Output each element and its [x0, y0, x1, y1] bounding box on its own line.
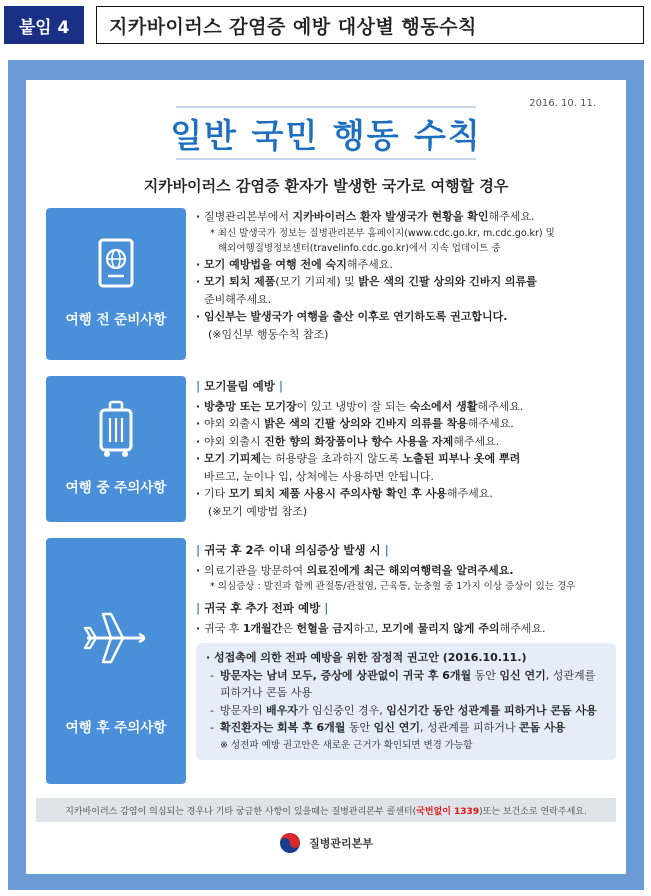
- list-item: - 방문자의 배우자가 임신중인 경우, 임신기간 동안 성관계를 피하거나 콘돔 사용: [206, 702, 606, 720]
- attachment-badge: 붙임 4: [4, 6, 84, 44]
- section-after-label: [46, 538, 186, 784]
- section-during-title: 여행 중 주의사항: [65, 480, 167, 496]
- list-item: · 모기 퇴치 제품(모기 기피제) 및 밝은 색의 긴팔 상의와 긴바지 의류를 준비해주세요.: [196, 273, 616, 308]
- note: * 의심증상 : 발진과 함께 관절통/관절염, 근육통, 눈충혈 중 1가지 이상 증상이 있는 경우: [210, 581, 576, 592]
- list-item: · 방충망 또는 모기장이 있고 냉방이 잘 되는 숙소에서 생활해주세요.: [196, 398, 616, 416]
- poster-frame: [8, 60, 644, 890]
- list-item: · 의료기관을 방문하여 의료진에게 최근 해외여행력을 알려주세요.: [196, 562, 616, 580]
- box-title: · 성접촉에 의한 전파 예방을 위한 잠정적 권고안 (2016.10.11.): [206, 649, 606, 667]
- section-before-label: [46, 208, 186, 360]
- section-heading: | 모기물림 예방 |: [196, 379, 284, 393]
- note: ※ 성전파 예방 권고안은 새로운 근거가 확인되면 변경 가능함: [220, 739, 473, 751]
- poster-title: 일반 국민 행동 수칙: [170, 116, 482, 155]
- page-header: [4, 6, 644, 44]
- contact-footer: 지카바이러스 감염이 의심되는 경우나 기타 궁금한 사항이 있을때는 질병관리본부 콜센터( 국번없이 1339 )또는 보건소로 연락주세요.: [36, 798, 616, 822]
- list-item: · 귀국 후 1개월간은 헌혈을 금지하고, 모기에 물리지 않게 주의해주세요.: [196, 620, 616, 638]
- poster-content: [26, 80, 626, 874]
- passport-icon: [97, 238, 135, 288]
- section-during-body: [196, 378, 616, 520]
- kcdc-logo-icon: [279, 832, 301, 854]
- section-before-title: 여행 전 준비사항: [65, 312, 167, 328]
- list-item: · 모기 기피제는 허용량을 초과하지 않도록 노출된 피부나 옷에 뿌려 바르고, 눈이나 입, 상처에는 사용하면 안됩니다.: [196, 450, 616, 485]
- list-item: · 기타 모기 퇴치 제품 사용시 주의사항 확인 후 사용해주세요. (※모기 예방법 참조): [196, 485, 616, 520]
- list-item: - 확진환자는 회복 후 6개월 동안 임신 연기, 성관계를 피하거나 콘돔 사용: [206, 719, 606, 737]
- recommendation-box: [196, 643, 616, 760]
- list-item: · 야외 외출시 밝은 색의 긴팔 상의와 긴바지 의류를 착용해주세요.: [196, 415, 616, 433]
- section-during-label: [46, 376, 186, 522]
- hotline-number: 국번없이 1339: [416, 806, 480, 817]
- section-before-body: [196, 208, 616, 343]
- section-after-title: 여행 후 주의사항: [65, 720, 167, 736]
- list-item: - 방문자는 남녀 모두, 증상에 상관없이 귀국 후 6개월 동안 임신 연기, 성관계를 피하거나 콘돔 사용: [206, 667, 606, 702]
- title-top-line: [176, 106, 476, 108]
- list-item: · 임신부는 발생국가 여행을 출산 이후로 연기하도록 권고합니다. (※임신부 행동수칙 참조): [196, 308, 616, 343]
- organization-name: 질병관리본부: [309, 837, 373, 850]
- luggage-icon: [98, 400, 134, 460]
- title-bottom-line: [176, 158, 476, 160]
- section-after-body: [196, 542, 616, 760]
- list-item: · 야외 외출시 진한 향의 화장품이나 향수 사용을 자제해주세요.: [196, 433, 616, 451]
- list-item: · 모기 예방법을 여행 전에 숙지해주세요.: [196, 256, 616, 274]
- section-heading: | 귀국 후 추가 전파 예방 |: [196, 601, 329, 615]
- issue-date: 2016. 10. 11.: [529, 98, 596, 109]
- document-title: 지카바이러스 감염증 예방 대상별 행동수칙: [96, 6, 644, 44]
- list-item: · 질병관리본부에서 지카바이러스 환자 발생국가 현황을 확인해주세요.: [196, 208, 616, 226]
- note: * 최신 발생국가 정보는 질병관리본부 홈페이지(www.cdc.go.kr, m.cdc.go.kr) 및 해외여행질병정보센터(travelinfo.cdc.go.kr)에서 지속 업데이트 중: [210, 227, 555, 254]
- airplane-icon: [81, 608, 151, 668]
- section-heading: | 귀국 후 2주 이내 의심증상 발생 시 |: [196, 543, 389, 557]
- poster-subtitle: 지카바이러스 감염증 환자가 발생한 국가로 여행할 경우: [143, 177, 509, 195]
- organization: [26, 832, 626, 854]
